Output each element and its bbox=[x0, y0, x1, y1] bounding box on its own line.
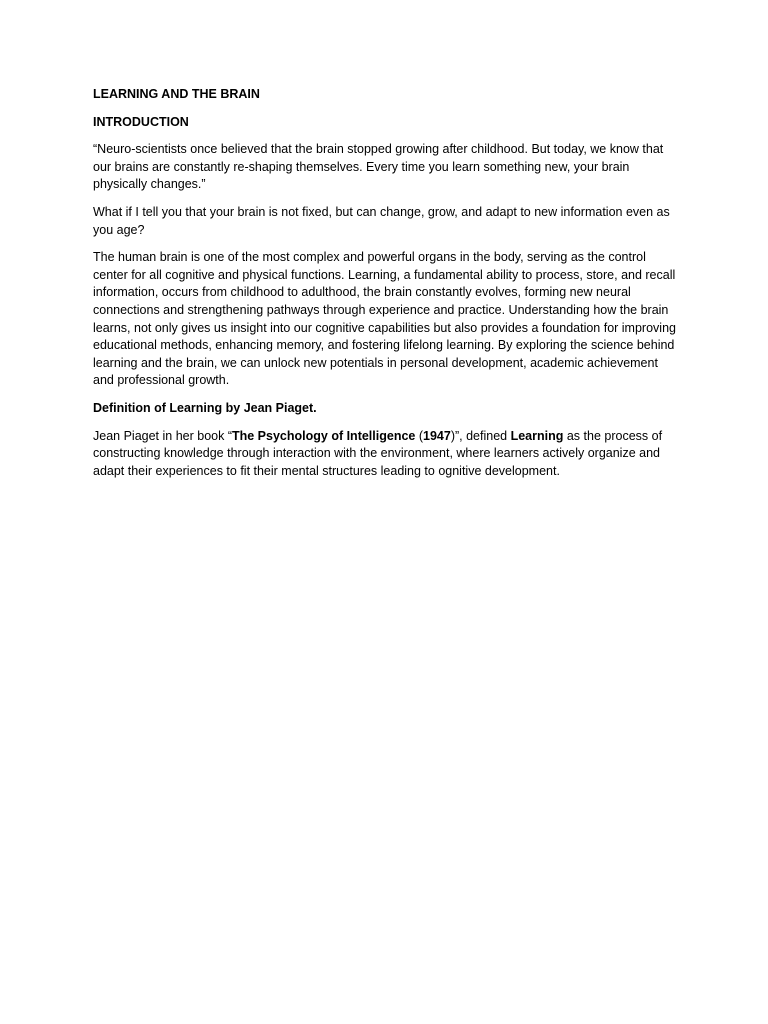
definition-text-4: as the process of constructing knowledge through interaction with the environment, where learners actively organize and adapt their experiences to fit their mental structures leading to ognitive development. bbox=[93, 428, 663, 478]
definition-paragraph bbox=[93, 428, 678, 481]
definition-text-1: Jean Piaget in her book “ bbox=[93, 428, 232, 443]
body-paragraph: The human brain is one of the most complex and powerful organs in the body, serving as the control center for all cognitive and physical functions. Learning, a fundamental ability to process, store, and recall information, occurs from childhood to adulthood, the brain constantly evolves, forming new neural connections and strengthening pathways through experience and practice. Understanding how the brain learns, not only gives us insight into our cognitive capabilities but also provides a foundation for improving educational methods, enhancing memory, and fostering lifelong learning. By exploring the science behind learning and the brain, we can unlock new potentials in personal development, academic achievement and professional growth. bbox=[93, 250, 676, 388]
book-title: The Psychology of Intelligence bbox=[231, 428, 416, 443]
definition-text-2: ( bbox=[415, 428, 423, 443]
question-paragraph: What if I tell you that your brain is not fixed, but can change, grow, and adapt to new information even as you age? bbox=[93, 204, 670, 237]
definition-heading: Definition of Learning by Jean Piaget. bbox=[93, 400, 317, 415]
introduction-heading: INTRODUCTION bbox=[93, 114, 189, 129]
document-page bbox=[93, 86, 678, 490]
definition-text-3: )”, defined bbox=[450, 428, 511, 443]
book-year: 1947 bbox=[423, 428, 451, 443]
learning-term: Learning bbox=[510, 428, 564, 443]
quote-paragraph: “Neuro-scientists once believed that the brain stopped growing after childhood. But today, we know that our brains are constantly re-shaping themselves. Every time you learn something new, your brain physically changes.” bbox=[93, 142, 664, 192]
document-title: LEARNING AND THE BRAIN bbox=[93, 87, 260, 101]
